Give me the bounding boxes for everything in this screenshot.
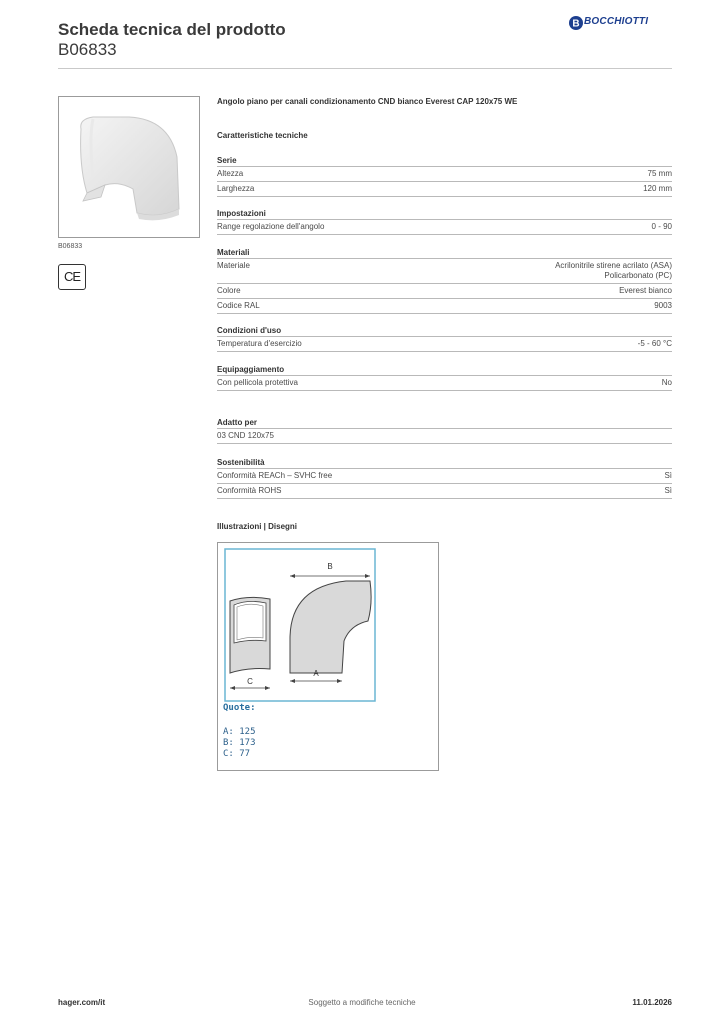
ce-mark: CE bbox=[58, 264, 86, 290]
brand-mark-icon bbox=[568, 15, 584, 31]
quote-b: B: 173 bbox=[223, 738, 256, 748]
brand-logo[interactable] bbox=[568, 15, 658, 31]
spec-row bbox=[217, 429, 672, 444]
spec-label: Con pellicola protettiva bbox=[217, 378, 298, 387]
section-serie bbox=[217, 156, 672, 197]
section-title: Materiali bbox=[217, 248, 672, 259]
footer-date: 11.01.2026 bbox=[632, 998, 672, 1007]
spec-value: 0 - 90 bbox=[651, 222, 672, 231]
spec-label: Temperatura d'esercizio bbox=[217, 339, 302, 348]
specs-title: Caratteristiche tecniche bbox=[217, 131, 308, 140]
quote-c: C: 77 bbox=[223, 749, 251, 759]
spec-value bbox=[555, 261, 672, 281]
spec-value: -5 - 60 °C bbox=[637, 339, 672, 348]
elbow-fitting-photo bbox=[59, 97, 199, 237]
spec-row bbox=[217, 299, 672, 314]
spec-row bbox=[217, 259, 672, 284]
illustrations-title: Illustrazioni | Disegni bbox=[217, 522, 298, 531]
quote-title: Quote: bbox=[223, 703, 256, 713]
spec-label: Codice RAL bbox=[217, 301, 260, 310]
spec-label: Altezza bbox=[217, 169, 244, 178]
spec-value: Sì bbox=[664, 471, 672, 480]
svg-text:B: B bbox=[572, 18, 580, 30]
section-title: Sostenibilità bbox=[217, 458, 672, 469]
product-name: Angolo piano per canali condizionamento CND bianco Everest CAP 120x75 WE bbox=[217, 97, 518, 106]
spec-value: 9003 bbox=[654, 301, 672, 310]
spec-value: No bbox=[661, 378, 672, 387]
spec-row bbox=[217, 376, 672, 391]
spec-value-line: Policarbonato (PC) bbox=[604, 271, 672, 280]
spec-value: 120 mm bbox=[643, 184, 672, 193]
section-equipaggiamento bbox=[217, 365, 672, 391]
spec-value-line: Acrilonitrile stirene acrilato (ASA) bbox=[555, 261, 672, 270]
section-title: Serie bbox=[217, 156, 672, 167]
spec-row bbox=[217, 284, 672, 299]
dim-label-c: C bbox=[247, 677, 253, 686]
image-caption: B06833 bbox=[58, 243, 83, 250]
dim-label-a: A bbox=[313, 669, 319, 678]
section-title: Equipaggiamento bbox=[217, 365, 672, 376]
spec-label: Colore bbox=[217, 286, 241, 295]
page-title: Scheda tecnica del prodotto bbox=[58, 20, 286, 39]
section-impostazioni bbox=[217, 209, 672, 235]
spec-row bbox=[217, 337, 672, 352]
spec-label: Conformità REACh – SVHC free bbox=[217, 471, 333, 480]
spec-label: Range regolazione dell'angolo bbox=[217, 222, 325, 231]
section-condizioni bbox=[217, 326, 672, 352]
quote-a: A: 125 bbox=[223, 727, 256, 737]
spec-label: 03 CND 120x75 bbox=[217, 431, 274, 440]
spec-row bbox=[217, 182, 672, 197]
spec-row bbox=[217, 469, 672, 484]
spec-row bbox=[217, 220, 672, 235]
dim-label-b: B bbox=[327, 562, 333, 571]
spec-label: Larghezza bbox=[217, 184, 255, 193]
spec-value: Everest bianco bbox=[619, 286, 672, 295]
spec-value: 75 mm bbox=[647, 169, 672, 178]
spec-row bbox=[217, 484, 672, 499]
header-divider bbox=[58, 68, 672, 69]
product-code: B06833 bbox=[58, 40, 117, 59]
footer-website-link[interactable]: hager.com/it bbox=[58, 998, 106, 1007]
brand-name: BOCCHIOTTI bbox=[584, 16, 649, 27]
spec-value: Sì bbox=[664, 486, 672, 495]
spec-label: Conformità ROHS bbox=[217, 486, 282, 495]
section-title: Adatto per bbox=[217, 418, 672, 429]
footer-notice: Soggetto a modifiche tecniche bbox=[308, 998, 416, 1007]
section-materiali bbox=[217, 248, 672, 314]
section-sostenibilita bbox=[217, 458, 672, 499]
spec-row bbox=[217, 167, 672, 182]
spec-label: Materiale bbox=[217, 261, 250, 270]
section-adatto-per bbox=[217, 418, 672, 444]
section-title: Condizioni d'uso bbox=[217, 326, 672, 337]
section-title: Impostazioni bbox=[217, 209, 672, 220]
product-image bbox=[58, 96, 200, 238]
